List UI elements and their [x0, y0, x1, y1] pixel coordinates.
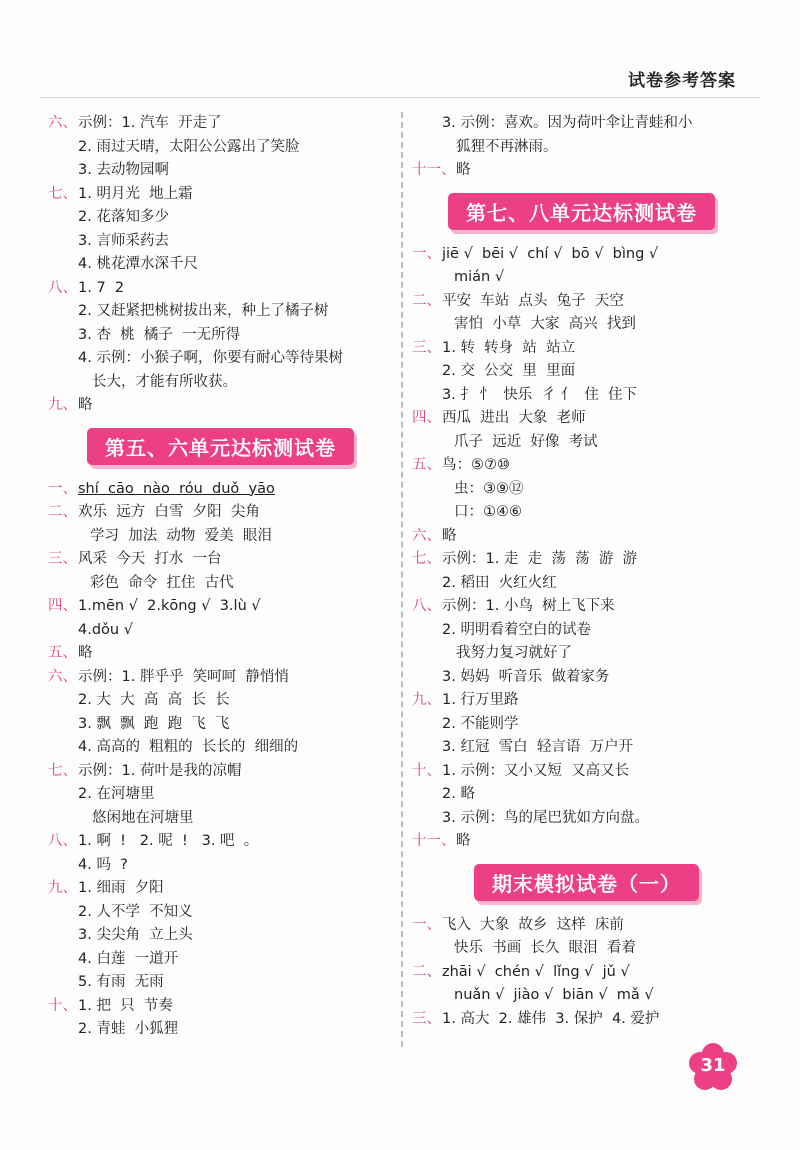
answer-text: mián √ [454, 269, 505, 285]
answer-line [412, 454, 762, 478]
question-number: 十一、 [412, 833, 456, 849]
question-number: 八、 [48, 833, 77, 849]
answer-text: 欢乐 远方 白雪 夕阳 尖角 [78, 504, 260, 520]
answer-line [412, 689, 762, 713]
answer-text: 1. 把 只 节奏 [78, 997, 173, 1014]
answer-text: 略 [442, 527, 457, 544]
answer-line [48, 478, 393, 502]
answer-line [412, 290, 762, 314]
right-column [412, 112, 762, 1031]
answer-line [48, 1018, 393, 1042]
answer-text: 悠闲地在河塘里 [92, 809, 194, 826]
answer-line [412, 407, 762, 431]
answer-line [48, 324, 393, 348]
answer-line [48, 666, 393, 690]
answer-block-2 [48, 478, 393, 1042]
answer-text: 4. 桃花潭水深千尺 [78, 256, 198, 272]
answer-line [48, 901, 393, 925]
question-number: 一、 [48, 480, 77, 497]
left-column [48, 112, 393, 1042]
answer-line [48, 525, 393, 549]
answer-line [412, 595, 762, 619]
answer-text: 示例：1. 汽车 开走了 [78, 115, 222, 131]
question-number: 三、 [48, 551, 77, 567]
page-header: 试卷参考答案 [628, 71, 736, 91]
answer-line [48, 924, 393, 948]
question-number: 六、 [412, 527, 441, 544]
answer-text: 3. 妈妈 听音乐 做着家务 [442, 668, 610, 685]
answer-line [48, 394, 393, 418]
answer-line [412, 619, 762, 643]
answer-line [412, 736, 762, 760]
answer-line [48, 159, 393, 183]
answer-text: 4. 高高的 粗粗的 长长的 细细的 [78, 739, 299, 755]
answer-line [48, 854, 393, 878]
answer-text: 1. 7 2 [78, 279, 125, 296]
question-number: 五、 [412, 457, 441, 473]
question-number: 五、 [48, 645, 77, 661]
answer-line [412, 807, 762, 831]
answer-line [48, 183, 393, 207]
answer-text: 1. 示例：又小又短 又高又长 [442, 762, 630, 779]
answer-line [48, 971, 393, 995]
answer-text: 2. 明明看着空白的试卷 [442, 621, 591, 638]
answer-line [412, 313, 762, 337]
answer-text: 略 [456, 833, 471, 849]
answer-line [48, 300, 393, 324]
answer-text: zhāi √ chén √ lǐng √ jǔ √ [442, 963, 630, 980]
answer-text: 1. 明月光 地上霜 [78, 185, 193, 202]
answer-line [48, 112, 393, 136]
question-number: 十、 [412, 762, 441, 779]
answer-text: 2. 在河塘里 [78, 786, 155, 802]
answer-line [412, 501, 762, 525]
page-number-badge [687, 1042, 739, 1094]
answer-block-1 [48, 112, 393, 418]
answer-line [48, 807, 393, 831]
answer-line [48, 619, 393, 643]
answer-text: 3. 飘 飘 跑 跑 飞 飞 [78, 715, 230, 732]
answer-line [48, 136, 393, 160]
answer-text: 1. 转 转身 站 站立 [442, 339, 576, 356]
answer-text: jiē √ bēi √ chí √ bō √ bìng √ [442, 245, 659, 262]
answer-line [48, 548, 393, 572]
question-number: 十、 [48, 997, 77, 1014]
answer-text: 示例：1. 胖乎乎 笑呵呵 静悄悄 [78, 668, 289, 685]
answer-text: 4.dǒu √ [78, 621, 133, 638]
answer-text: 3. 示例：喜欢。因为荷叶伞让青蛙和小 [442, 115, 693, 131]
section-title-unit-7-8: 第七、八单元达标测试卷 [448, 193, 715, 230]
page-number: 31 [700, 1055, 726, 1076]
answer-text: 略 [78, 645, 93, 661]
answer-text: 示例：1. 走 走 荡 荡 游 游 [442, 551, 638, 567]
question-number: 七、 [48, 762, 77, 779]
answer-text: 学习 加法 动物 爱美 眼泪 [90, 527, 272, 544]
question-number: 二、 [412, 292, 441, 309]
answer-line [412, 266, 762, 290]
answer-text: 示例：1. 小鸟 树上飞下来 [442, 598, 615, 614]
answer-line [412, 384, 762, 408]
answer-line [412, 713, 762, 737]
answer-text: 2. 又赶紧把桃树拔出来，种上了橘子树 [78, 303, 329, 319]
answer-text: 2. 青蛙 小狐狸 [78, 1021, 179, 1037]
section-title-box-2 [412, 193, 762, 231]
answer-text: 1.mēn √ 2.kōng √ 3.lù √ [78, 598, 261, 614]
question-number: 三、 [412, 1010, 441, 1027]
question-number: 九、 [48, 397, 77, 413]
question-number: 十一、 [412, 162, 456, 178]
answer-text: 3. 言师采药去 [78, 232, 169, 249]
answer-line [48, 253, 393, 277]
answer-line [412, 830, 762, 854]
question-number: 一、 [412, 245, 441, 262]
answer-text: shí cāo nào róu duǒ yāo [78, 480, 275, 497]
answer-text: 2. 人不学 不知义 [78, 903, 193, 920]
answer-text: 略 [78, 397, 93, 413]
answer-text: 3. 杏 桃 橘子 一无所得 [78, 326, 241, 343]
answer-line [48, 689, 393, 713]
answer-text: 口：①④⑥ [454, 504, 522, 520]
answer-text: 快乐 书画 长久 眼泪 看着 [454, 940, 636, 956]
question-number: 九、 [48, 880, 77, 896]
answer-line [412, 961, 762, 985]
answer-text: 2. 稻田 火红火红 [442, 574, 557, 591]
answer-text: 2. 不能则学 [442, 715, 519, 732]
answer-block-4 [412, 243, 762, 854]
answer-text: 略 [456, 162, 471, 178]
answer-line [412, 525, 762, 549]
answer-text: 彩色 命令 扛住 古代 [90, 574, 234, 591]
answer-text: 害怕 小草 大家 高兴 找到 [454, 316, 636, 332]
answer-text: 3. 扌 忄 快乐 彳 亻 住 住下 [442, 386, 638, 403]
question-number: 七、 [412, 551, 441, 567]
answer-text: 1. 行万里路 [442, 692, 519, 708]
answer-line [412, 760, 762, 784]
section-title-box-3 [412, 864, 762, 902]
answer-text: 1. 啊 ! 2. 呢 ! 3. 吧 。 [78, 833, 259, 849]
answer-text: 2. 大 大 高 高 长 长 [78, 692, 230, 708]
answer-text: 示例：1. 荷叶是我的凉帽 [78, 762, 242, 779]
question-number: 七、 [48, 185, 77, 202]
question-number: 三、 [412, 339, 441, 356]
answer-text: 2. 略 [442, 786, 475, 802]
answer-line [48, 877, 393, 901]
answer-line [48, 783, 393, 807]
answer-line [412, 783, 762, 807]
question-number: 一、 [412, 916, 441, 933]
answer-line [412, 112, 762, 136]
answer-text: 4. 示例：小猴子啊，你要有耐心等待果树 [78, 350, 343, 366]
answer-line [48, 347, 393, 371]
answer-text: 1. 高大 2. 雄伟 3. 保护 4. 爱护 [442, 1010, 660, 1027]
answer-text: 狐狸不再淋雨。 [456, 138, 558, 155]
question-number: 二、 [48, 504, 77, 520]
answer-line [48, 501, 393, 525]
question-number: 二、 [412, 963, 441, 980]
answer-text: 飞入 大象 故乡 这样 床前 [442, 916, 624, 933]
answer-line [48, 830, 393, 854]
answer-line [48, 642, 393, 666]
question-number: 四、 [48, 598, 77, 614]
answer-text: 4. 白莲 一道开 [78, 950, 179, 967]
answer-text: 我努力复习就好了 [456, 645, 572, 661]
answer-text: 2. 交 公交 里 里面 [442, 363, 576, 379]
answer-line [412, 136, 762, 160]
answer-line [412, 914, 762, 938]
answer-text: 1. 细雨 夕阳 [78, 880, 164, 896]
answer-line [48, 595, 393, 619]
question-number: 八、 [412, 598, 441, 614]
answer-line [48, 713, 393, 737]
answer-line [48, 995, 393, 1019]
answer-line [412, 337, 762, 361]
answer-line [48, 371, 393, 395]
answer-text: 5. 有雨 无雨 [78, 974, 164, 990]
question-number: 六、 [48, 668, 77, 685]
answer-text: 平安 车站 点头 兔子 天空 [442, 292, 624, 309]
question-number: 六、 [48, 115, 77, 131]
answer-line [48, 760, 393, 784]
answer-line [412, 666, 762, 690]
answer-line [48, 206, 393, 230]
answer-text: 风采 今天 打水 一台 [78, 551, 222, 567]
answer-line [412, 984, 762, 1008]
answer-line [48, 277, 393, 301]
header-rule [40, 97, 760, 98]
answer-line [412, 431, 762, 455]
answer-line [412, 243, 762, 267]
answer-line [412, 642, 762, 666]
answer-line [412, 159, 762, 183]
answer-text: 2. 雨过天晴，太阳公公露出了笑脸 [78, 138, 300, 155]
answer-text: 3. 尖尖角 立上头 [78, 927, 193, 943]
answer-line [48, 572, 393, 596]
section-title-box-1 [48, 428, 393, 466]
answer-line [412, 360, 762, 384]
section-title-final-exam: 期末模拟试卷（一） [474, 864, 699, 901]
answer-text: 2. 花落知多少 [78, 209, 169, 225]
answer-text: 虫：③⑨⑫ [454, 480, 524, 497]
answer-text: 爪子 远近 好像 考试 [454, 433, 598, 450]
answer-line [48, 230, 393, 254]
answer-line [412, 1008, 762, 1032]
answer-line [412, 572, 762, 596]
question-number: 四、 [412, 410, 441, 426]
answer-text: 3. 示例：鸟的尾巴犹如方向盘。 [442, 809, 649, 826]
answer-line [412, 478, 762, 502]
section-title-unit-5-6: 第五、六单元达标测试卷 [87, 428, 354, 465]
answer-line [412, 937, 762, 961]
answer-block-3 [412, 112, 762, 183]
answer-text: 4. 吗 ? [78, 856, 128, 873]
answer-text: 长大，才能有所收获。 [92, 373, 237, 390]
answer-line [412, 548, 762, 572]
answer-text: 3. 红冠 雪白 轻言语 万户开 [442, 739, 634, 755]
answer-text: 3. 去动物园啊 [78, 162, 169, 178]
column-divider [401, 112, 403, 1047]
answer-line [48, 736, 393, 760]
answer-block-5 [412, 914, 762, 1032]
answer-text: 西瓜 进出 大象 老师 [442, 410, 586, 426]
answer-line [48, 948, 393, 972]
question-number: 九、 [412, 692, 441, 708]
answer-text: nuǎn √ jiào √ biān √ mǎ √ [454, 987, 654, 1003]
question-number: 八、 [48, 279, 77, 296]
answer-text: 鸟：⑤⑦⑩ [442, 457, 510, 473]
